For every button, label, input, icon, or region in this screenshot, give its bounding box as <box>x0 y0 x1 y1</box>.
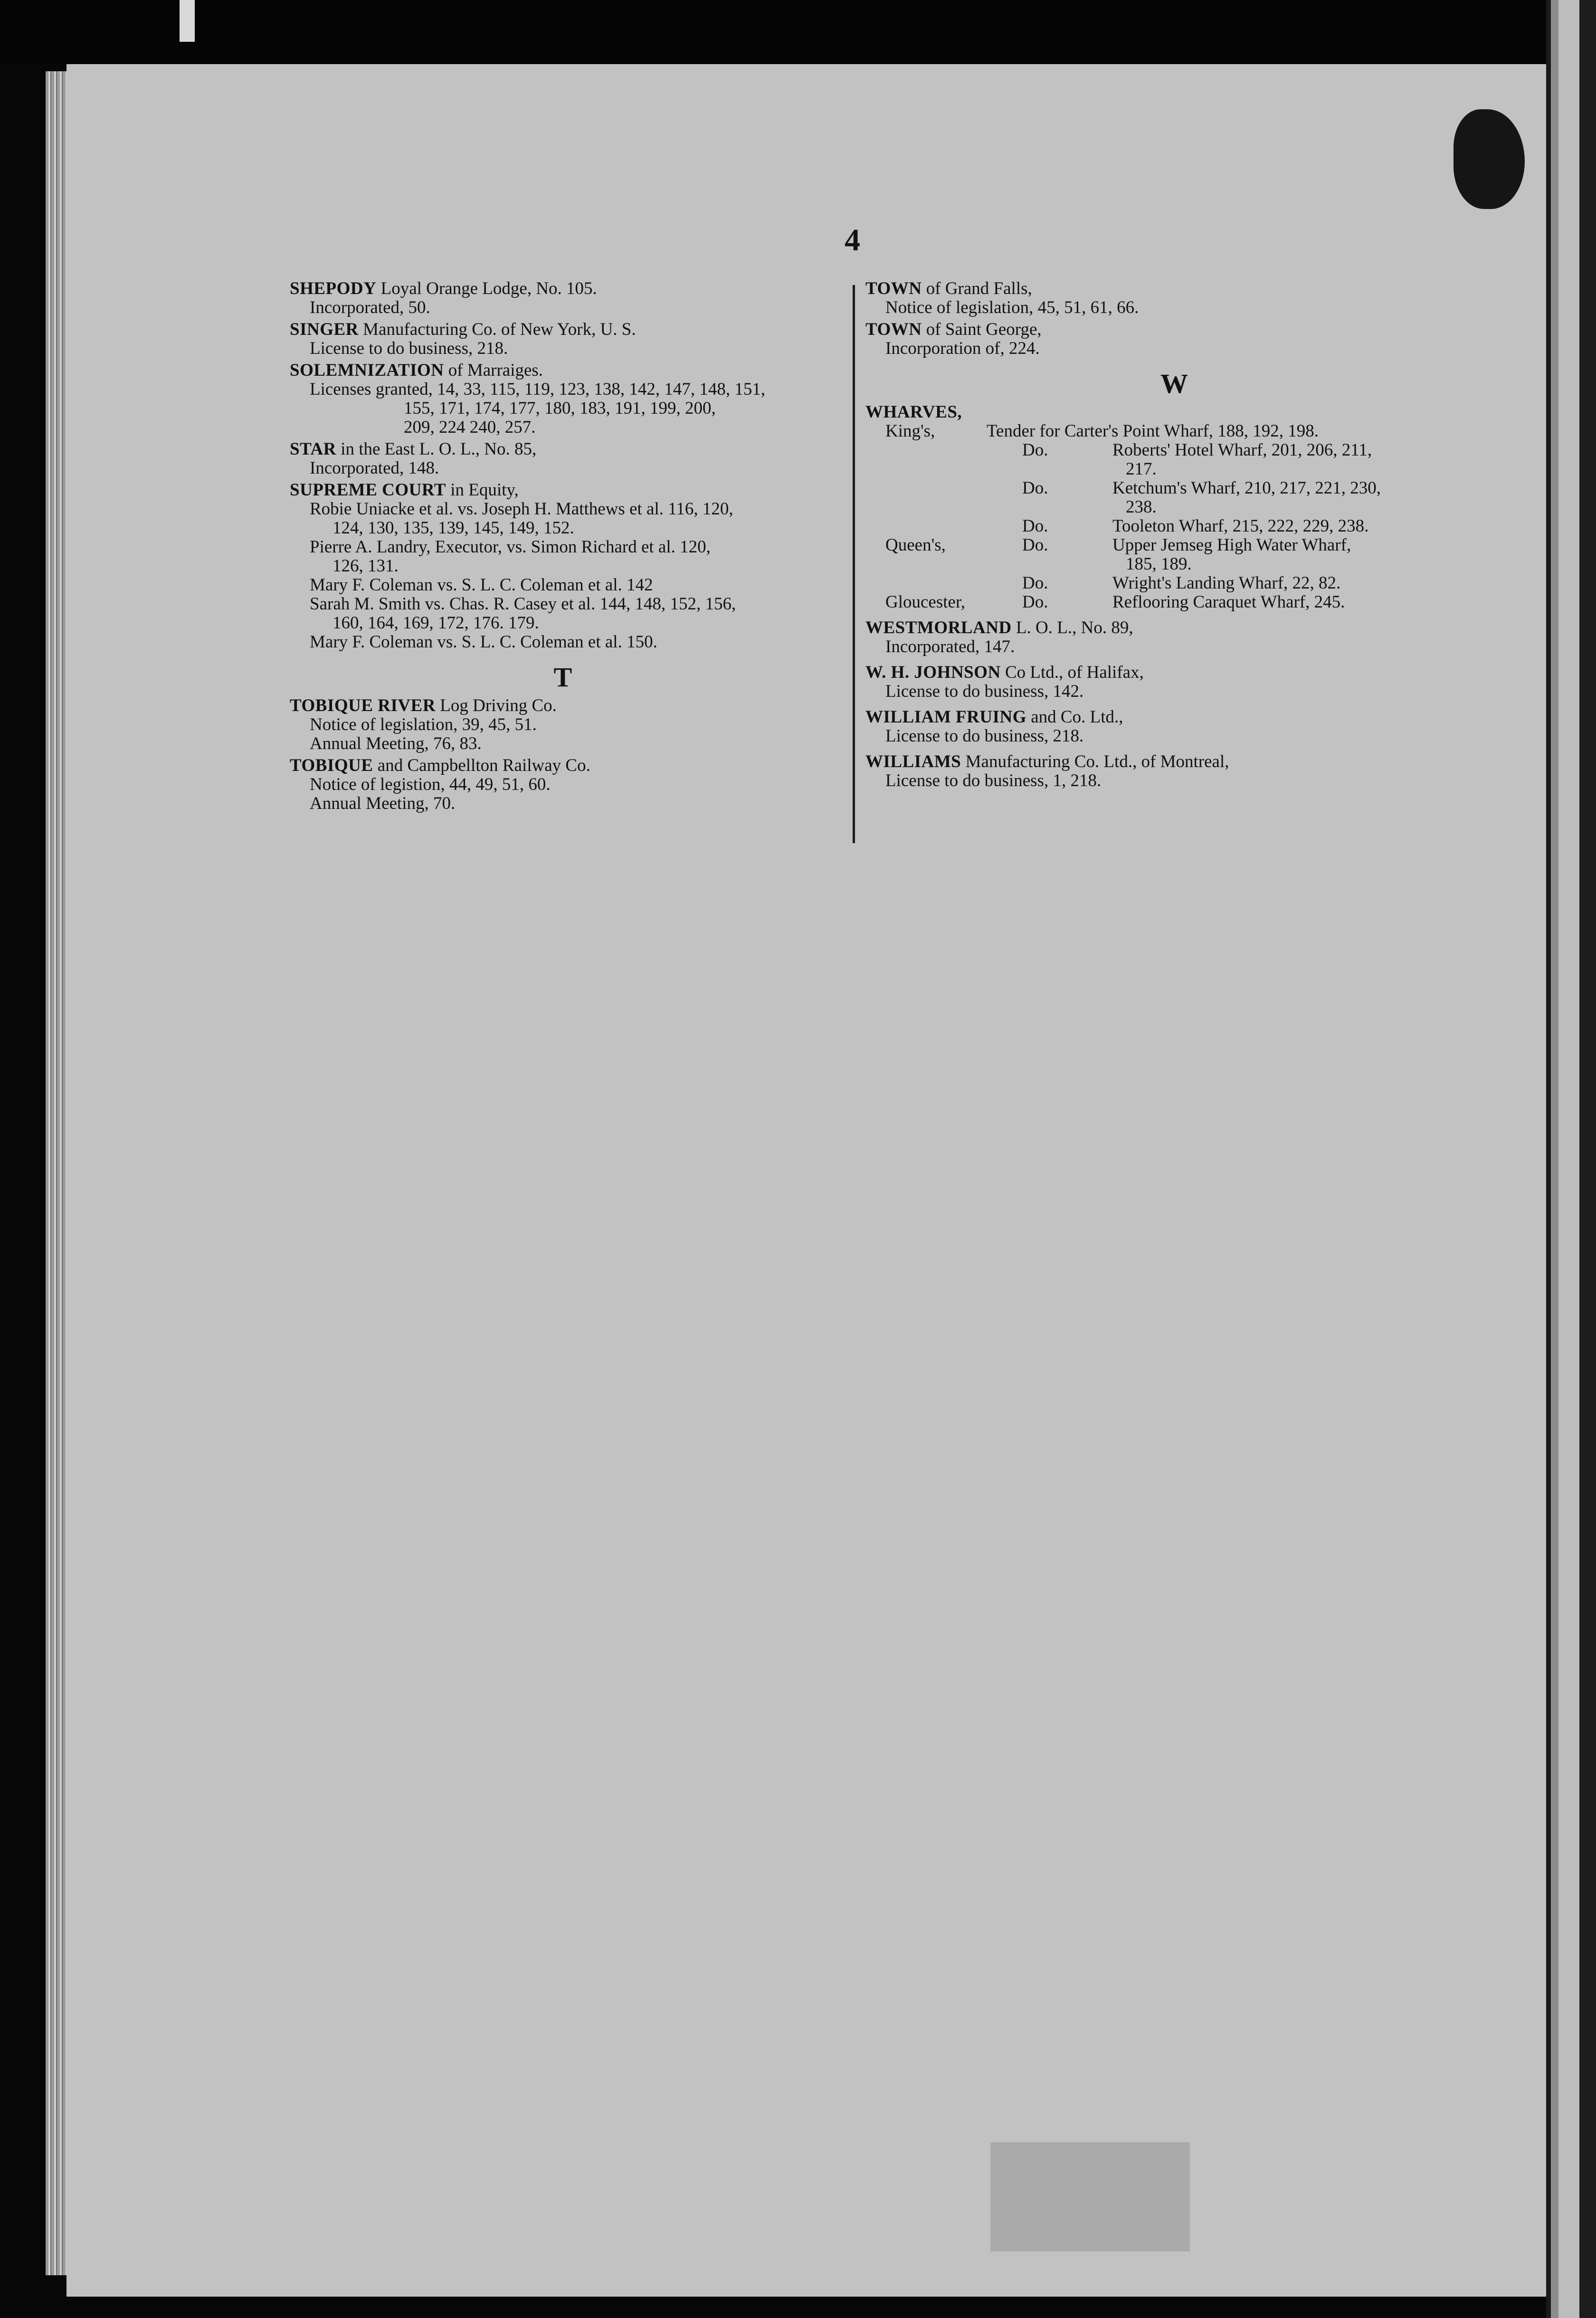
entry-heading: SINGER <box>290 320 359 339</box>
court-case <box>290 576 836 595</box>
ditto-mark: Do. <box>1022 535 1048 555</box>
wharf-county: Gloucester, <box>885 592 966 612</box>
index-entry <box>865 708 1483 746</box>
entry-continuation: 209, 224 240, 257. <box>404 418 536 437</box>
court-case <box>290 538 836 576</box>
wharf-county: Queen's, <box>885 535 946 555</box>
wharf-continuation: 217. <box>1126 459 1157 479</box>
court-case <box>290 500 836 538</box>
entry-line: Annual Meeting, 76, 83. <box>310 734 482 753</box>
entry-heading: WHARVES, <box>865 402 962 422</box>
wharf-row <box>865 555 1483 574</box>
index-entry <box>865 752 1483 790</box>
entry-line: Incorporated, 147. <box>885 637 1015 656</box>
wharf-description: Tooleton Wharf, 215, 222, 229, 238. <box>1112 516 1369 536</box>
entry-heading-rest: Manufacturing Co. Ltd., of Montreal, <box>961 752 1229 771</box>
paper-patch <box>990 2142 1190 2252</box>
entry-line: Notice of legislation, 45, 51, 61, 66. <box>885 298 1139 317</box>
entry-heading-rest: Co Ltd., of Halifax, <box>1000 663 1144 682</box>
index-entry <box>865 279 1483 317</box>
entry-heading-rest: in the East L. O. L., No. 85, <box>336 439 537 459</box>
wharf-continuation: 238. <box>1126 497 1157 517</box>
entry-heading-rest: of Saint George, <box>922 320 1042 339</box>
index-entry <box>290 696 836 753</box>
entry-heading-rest: and Co. Ltd., <box>1026 707 1123 727</box>
entry-line: Notice of legislation, 39, 45, 51. <box>310 715 537 734</box>
binding-gutter <box>1546 0 1596 2318</box>
case-continuation: 124, 130, 135, 139, 145, 149, 152. <box>332 518 574 538</box>
entry-heading: W. H. JOHNSON <box>865 663 1001 682</box>
wharf-description: Ketchum's Wharf, 210, 217, 221, 230, <box>1112 478 1381 498</box>
page-number: 4 <box>845 223 860 257</box>
wharf-continuation: 185, 189. <box>1126 554 1192 574</box>
section-letter-t: T <box>553 662 572 693</box>
entry-line: Incorporated, 148. <box>310 458 439 478</box>
ditto-mark: Do. <box>1022 592 1048 612</box>
index-entry <box>865 618 1483 656</box>
entry-heading: TOWN <box>865 279 922 298</box>
entry-heading-rest: and Campbellton Railway Co. <box>373 756 590 775</box>
wharf-row <box>865 536 1483 555</box>
entry-heading-rest: of Grand Falls, <box>922 279 1032 298</box>
entry-heading: SHEPODY <box>290 279 377 298</box>
entry-heading: TOBIQUE RIVER <box>290 696 436 715</box>
entry-line: License to do business, 142. <box>885 682 1084 701</box>
index-column-left <box>290 279 836 816</box>
column-divider <box>853 285 855 843</box>
scan-notch <box>180 0 195 42</box>
wharf-row <box>865 479 1483 498</box>
court-case <box>290 633 836 652</box>
entry-line: License to do business, 1, 218. <box>885 771 1102 790</box>
entry-heading: WILLIAMS <box>865 752 961 771</box>
entry-heading: WESTMORLAND <box>865 618 1012 637</box>
wharf-row <box>865 441 1483 460</box>
entry-heading: SUPREME COURT <box>290 480 446 500</box>
section-letter-w: W <box>1160 368 1188 399</box>
wharf-row <box>865 498 1483 517</box>
wharves-table <box>865 403 1483 612</box>
wharf-row <box>865 422 1483 441</box>
entry-wrapped-line <box>290 380 836 437</box>
wharf-description: Reflooring Caraquet Wharf, 245. <box>1112 592 1345 612</box>
page-stack-edge <box>46 71 68 2275</box>
entry-heading-rest: L. O. L., No. 89, <box>1011 618 1133 637</box>
entry-heading: TOWN <box>865 320 922 339</box>
case-line: Mary F. Coleman vs. S. L. C. Coleman et al. 150. <box>310 632 657 652</box>
entry-heading: SOLEMNIZATION <box>290 361 444 380</box>
case-line: Robie Uniacke et al. vs. Joseph H. Matthews et al. 116, 120, <box>310 499 733 519</box>
ditto-mark: Do. <box>1022 516 1048 536</box>
entry-heading: STAR <box>290 439 336 459</box>
wharf-row <box>865 574 1483 593</box>
entry-line: Incorporation of, 224. <box>885 339 1040 358</box>
entry-line: Incorporated, 50. <box>310 298 430 317</box>
case-line: Sarah M. Smith vs. Chas. R. Casey et al. 144, 148, 152, 156, <box>310 594 736 614</box>
wharf-description: Roberts' Hotel Wharf, 201, 206, 211, <box>1112 440 1372 460</box>
index-entry <box>865 663 1483 701</box>
wharf-county: King's, <box>885 421 935 441</box>
wharf-row <box>865 593 1483 612</box>
index-entry <box>290 320 836 358</box>
entry-heading-rest: in Equity, <box>446 480 519 500</box>
index-entry <box>865 320 1483 358</box>
entry-line: Annual Meeting, 70. <box>310 794 456 813</box>
case-continuation: 126, 131. <box>332 556 399 576</box>
court-case <box>290 595 836 633</box>
index-entry <box>290 361 836 437</box>
ditto-mark: Do. <box>1022 478 1048 498</box>
index-column-right <box>865 279 1483 793</box>
ditto-mark: Do. <box>1022 573 1048 593</box>
scan-border-top <box>0 0 1596 64</box>
entry-heading: TOBIQUE <box>290 756 373 775</box>
case-line: Mary F. Coleman vs. S. L. C. Coleman et al. 142 <box>310 575 653 595</box>
wharf-row <box>865 460 1483 479</box>
entry-heading-rest: Log Driving Co. <box>436 696 557 715</box>
entry-line: License to do business, 218. <box>310 339 508 358</box>
entry-heading: WILLIAM FRUING <box>865 707 1026 727</box>
wharf-description: Wright's Landing Wharf, 22, 82. <box>1112 573 1341 593</box>
entry-continuation: 155, 171, 174, 177, 180, 183, 191, 199, 200, <box>404 399 716 418</box>
entry-line: Licenses granted, 14, 33, 115, 119, 123, 138, 142, 147, 148, 151, <box>310 380 766 399</box>
wharf-description: Upper Jemseg High Water Wharf, <box>1112 535 1351 555</box>
index-entry <box>290 756 836 813</box>
index-entry-supreme-court <box>290 481 836 652</box>
entry-heading-rest: Manufacturing Co. of New York, U. S. <box>358 320 636 339</box>
entry-heading-rest: of Marraiges. <box>444 361 543 380</box>
case-continuation: 160, 164, 169, 172, 176. 179. <box>332 613 539 633</box>
entry-line: License to do business, 218. <box>885 726 1084 746</box>
entry-line: Notice of legistion, 44, 49, 51, 60. <box>310 775 551 794</box>
ditto-mark: Do. <box>1022 440 1048 460</box>
index-entry <box>290 279 836 317</box>
index-entry <box>290 440 836 478</box>
wharf-description: Tender for Carter's Point Wharf, 188, 192, 198. <box>987 421 1319 441</box>
wharf-row <box>865 517 1483 536</box>
entry-heading-rest: Loyal Orange Lodge, No. 105. <box>376 279 597 298</box>
case-line: Pierre A. Landry, Executor, vs. Simon Richard et al. 120, <box>310 537 711 557</box>
